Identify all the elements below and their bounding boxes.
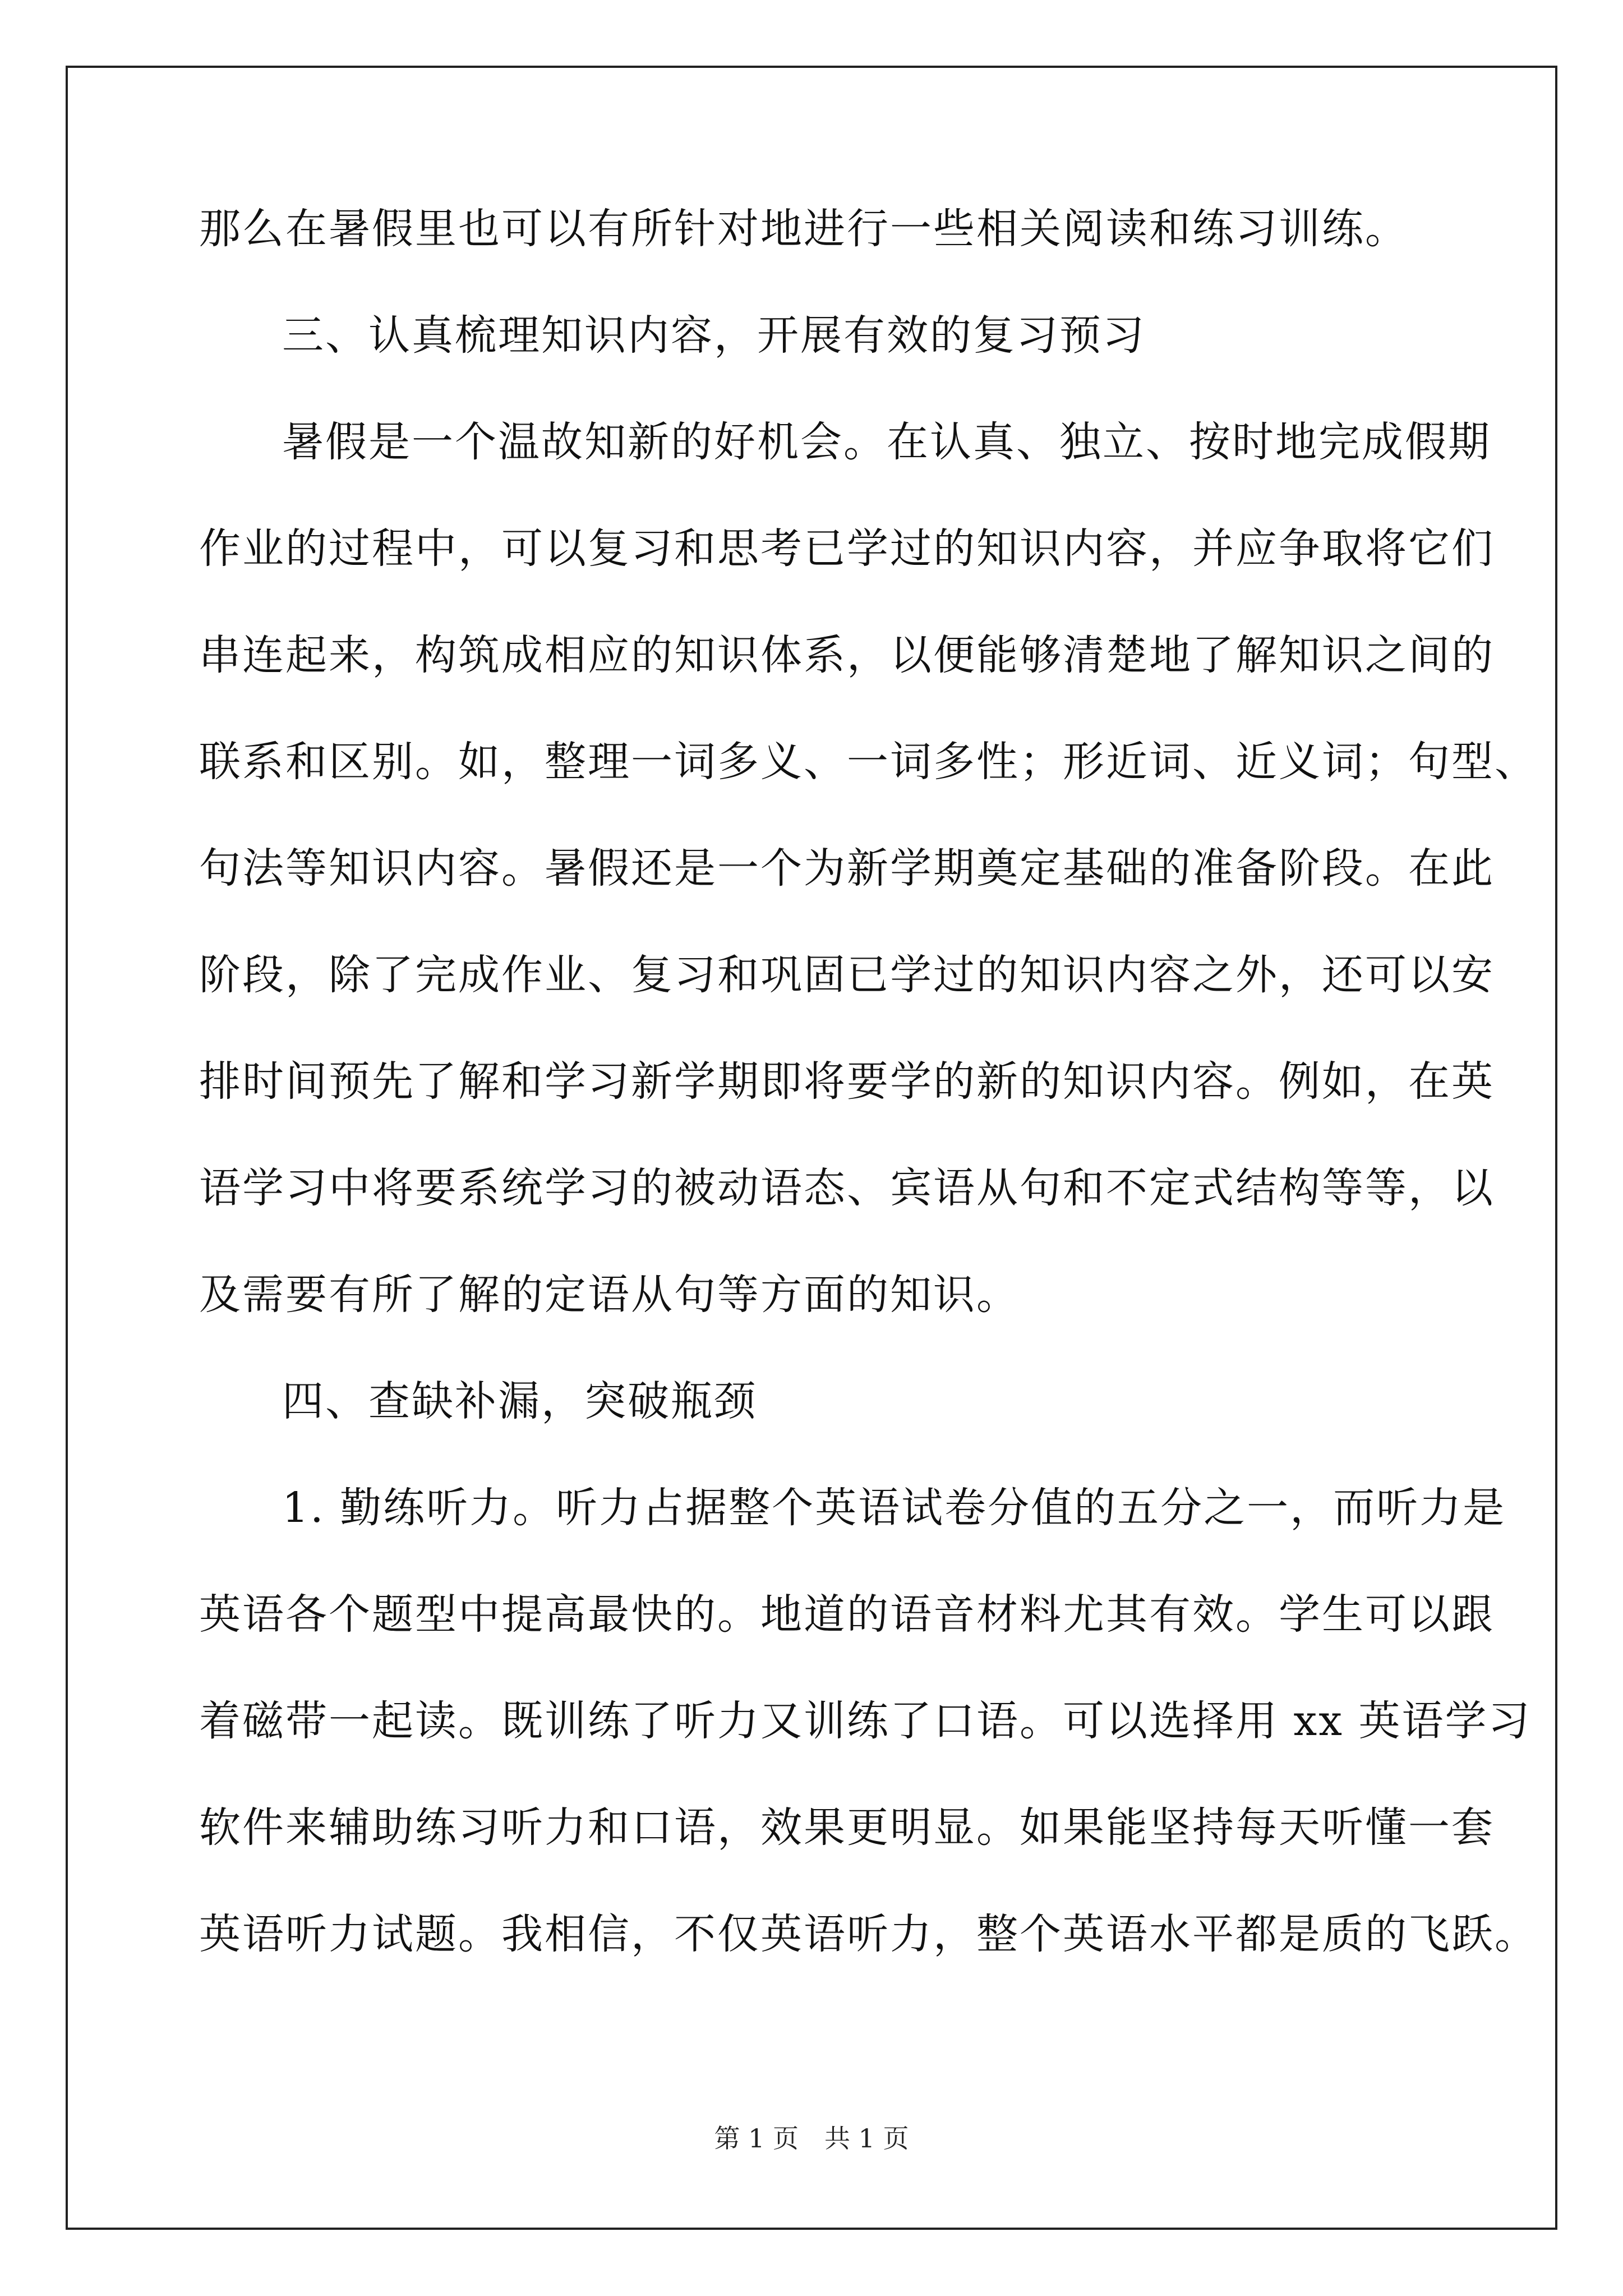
page-number-footer: 第 1 页 共 1 页: [714, 2123, 909, 2154]
paragraph-line: 1. 勤练听力。听力占据整个英语试卷分值的五分之一，而听力是: [282, 1484, 1506, 1532]
paragraph-line: 排时间预先了解和学习新学期即将要学的新的知识内容。例如，在英: [199, 1057, 1495, 1106]
section-heading: 三、认真梳理知识内容，开展有效的复习预习: [282, 311, 1146, 360]
paragraph-line: 软件来辅助练习听力和口语，效果更明显。如果能坚持每天听懂一套: [199, 1803, 1495, 1852]
page-border: [66, 66, 1557, 2230]
paragraph-line: 及需要有所了解的定语从句等方面的知识。: [199, 1271, 1020, 1319]
paragraph-line: 英语各个题型中提高最快的。地道的语音材料尤其有效。学生可以跟: [199, 1590, 1495, 1639]
paragraph-line: 阶段，除了完成作业、复习和巩固已学过的知识内容之外，还可以安: [199, 951, 1495, 999]
section-heading: 四、查缺补漏，突破瓶颈: [282, 1377, 757, 1425]
paragraph-line: 作业的过程中，可以复习和思考已学过的知识内容，并应争取将它们: [199, 524, 1495, 573]
paragraph-line: 那么在暑假里也可以有所针对地进行一些相关阅读和练习训练。: [199, 205, 1408, 253]
paragraph-line: 句法等知识内容。暑假还是一个为新学期奠定基础的准备阶段。在此: [199, 844, 1495, 892]
paragraph-line: 联系和区别。如，整理一词多义、一词多性；形近词、近义词；句型、: [199, 738, 1538, 786]
paragraph-line: 暑假是一个温故知新的好机会。在认真、独立、按时地完成假期: [282, 418, 1491, 466]
paragraph-line: 着磁带一起读。既训练了听力又训练了口语。可以选择用 xx 英语学习: [199, 1697, 1532, 1745]
paragraph-line: 语学习中将要系统学习的被动语态、宾语从句和不定式结构等等，以: [199, 1164, 1495, 1212]
paragraph-line: 串连起来，构筑成相应的知识体系，以便能够清楚地了解知识之间的: [199, 631, 1495, 679]
paragraph-line: 英语听力试题。我相信，不仅英语听力，整个英语水平都是质的飞跃。: [199, 1910, 1538, 1958]
